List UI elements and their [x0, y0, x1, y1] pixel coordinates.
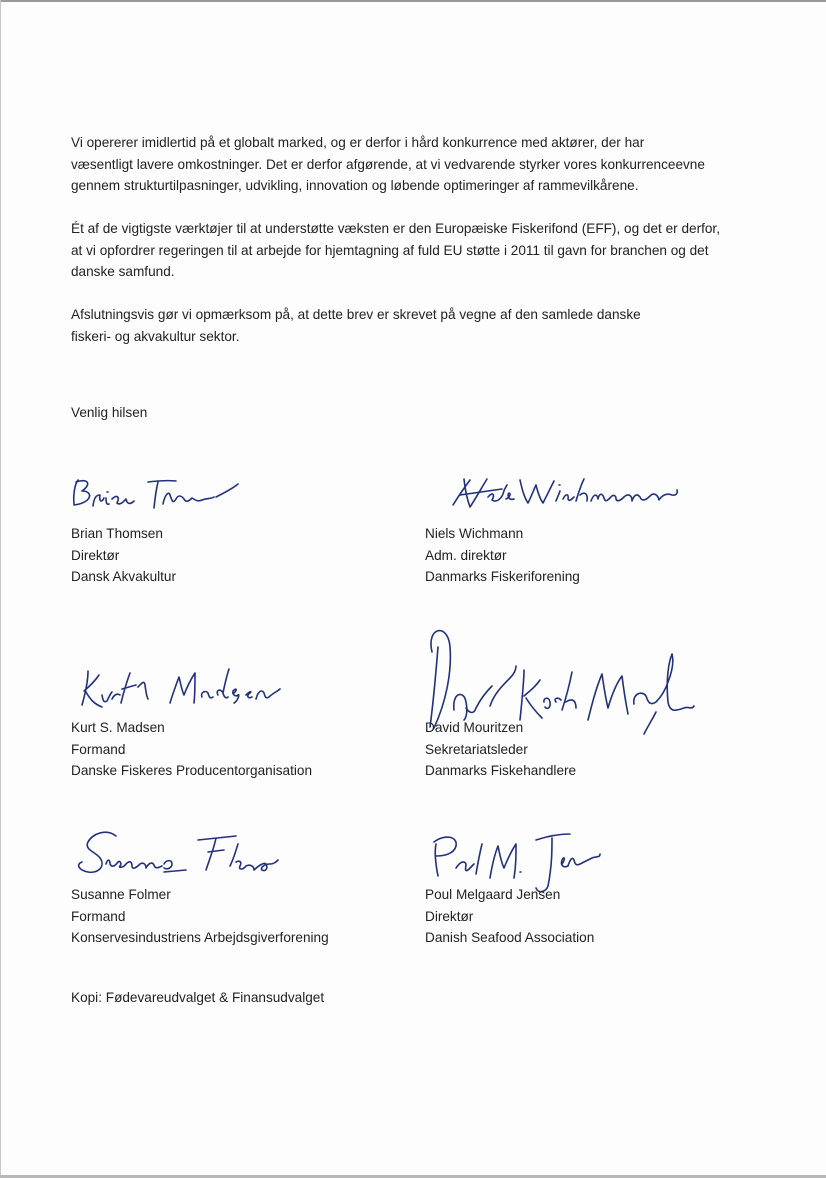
signature-brian-thomsen	[66, 470, 241, 515]
signatory-title: Direktør	[71, 547, 120, 563]
signatory-name: David Mouritzen	[425, 720, 524, 735]
text-line: gennem strukturtilpasninger, udvikling, innovation og løbende optimeringer af rammevilkårene.	[71, 178, 639, 193]
text-line: danske samfund.	[71, 264, 175, 279]
signatory-organization: Dansk Akvakultur	[71, 569, 177, 584]
signatory-title: Direktør	[425, 908, 474, 924]
signatory-organization: Danske Fiskeres Producentorganisation	[71, 763, 313, 778]
text-line: væsentligt lavere omkostninger. Det er derfor afgørende, at vi vedvarende styrker vores konkurrenceevne	[71, 156, 705, 172]
signature-susanne-folmer	[68, 828, 283, 883]
signatory-title: Sekretariatsleder	[425, 741, 528, 757]
signatory-block	[71, 523, 176, 588]
signatory-block	[71, 717, 312, 782]
signatory-title: Formand	[71, 908, 126, 924]
signatory-name: Poul Melgaard Jensen	[425, 887, 561, 902]
signatory-block	[425, 717, 576, 782]
signatory-block	[425, 884, 594, 949]
signatory-name: Susanne Folmer	[71, 887, 171, 902]
text-line: at vi opfordrer regeringen til at arbejde for hjemtagning af fuld EU støtte i 2011 til gavn for branchen og det	[71, 242, 709, 258]
signatory-block	[71, 884, 329, 949]
paragraph-competition	[71, 132, 705, 197]
text-line: fiskeri- og akvakultur sektor.	[71, 328, 240, 344]
signatory-organization: Konservesindustriens Arbejdsgiverforening	[71, 930, 329, 945]
paragraph-eff	[71, 218, 720, 283]
signatory-organization: Danmarks Fiskeriforening	[425, 569, 580, 584]
signatory-name: Niels Wichmann	[425, 526, 524, 541]
text-line: Ét af de vigtigste værktøjer til at understøtte væksten er den Europæiske Fiskerifond (EFF), og det er derfor,	[71, 221, 720, 236]
signatory-name: Kurt S. Madsen	[71, 720, 165, 735]
signatory-block	[425, 523, 580, 588]
closing-greeting	[71, 402, 147, 424]
signatory-organization: Danmarks Fiskehandlere	[425, 763, 577, 778]
cc-line	[71, 987, 324, 1009]
signature-niels-wichmann	[448, 475, 683, 513]
signatory-organization: Danish Seafood Association	[425, 930, 595, 945]
scan-left-edge	[0, 0, 1, 1178]
text-line: Afslutningsvis gør vi opmærksom på, at dette brev er skrevet på vegne af den samlede danske	[71, 307, 641, 322]
signature-kurt-madsen	[66, 655, 286, 713]
signatory-title: Adm. direktør	[425, 547, 507, 563]
paragraph-closing-remark	[71, 304, 641, 347]
closing-text: Venlig hilsen	[71, 405, 148, 420]
scan-top-edge	[0, 0, 826, 2]
cc-text: Kopi: Fødevareudvalget & Finansudvalget	[71, 990, 325, 1005]
signatory-title: Formand	[71, 741, 126, 757]
signatory-name: Brian Thomsen	[71, 526, 163, 541]
text-line: Vi opererer imidlertid på et globalt marked, og er derfor i hård konkurrence med aktører, der har	[71, 135, 645, 150]
